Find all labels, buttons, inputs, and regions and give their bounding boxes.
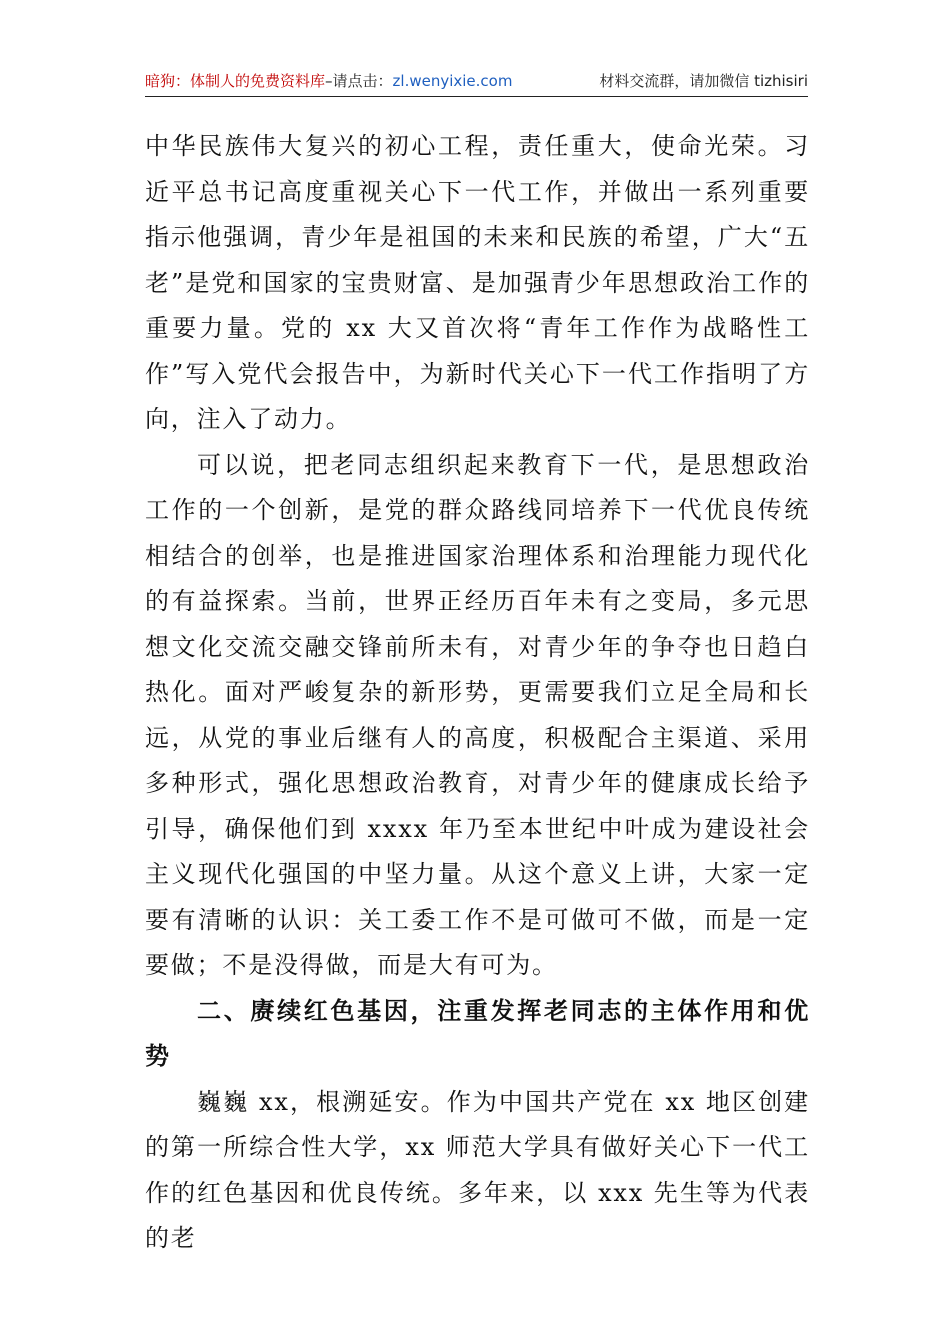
document-body (145, 124, 810, 1262)
paragraph-2: 可以说，把老同志组织起来教育下一代，是思想政治工作的一个创新，是党的群众路线同培养下一代优良传统相结合的创举，也是推进国家治理体系和治理能力现代化的有益探索。当前，世界正经历百年未有之变局，多元思想文化交流交融交锋前所未有，对青少年的争夺也日趋白热化。面对严峻复杂的新形势，更需要我们立足全局和长远，从党的事业后继有人的高度，积极配合主渠道、采用多种形式，强化思想政治教育，对青少年的健康成长给予引导，确保他们到 xxxx 年乃至本世纪中叶成为建设社会主义现代化强国的中坚力量。从这个意义上讲，大家一定要有清晰的认识：关工委工作不是可做可不做，而是一定要做；不是没得做，而是大有可为。 (145, 450, 810, 979)
header-url-link[interactable]: zl.wenyixie.com (392, 72, 513, 90)
header-contact: 材料交流群，请加微信 tizhisiri (599, 72, 808, 90)
paragraph-3: 巍巍 xx，根溯延安。作为中国共产党在 xx 地区创建的第一所综合性大学，xx 师范大学具有做好关心下一代工作的红色基因和优良传统。多年来，以 xxx 先生等为代表的老 (145, 1087, 810, 1252)
header-prompt: –请点击： (325, 72, 393, 90)
page-header (145, 70, 808, 97)
section-heading-2: 二、赓续红色基因，注重发挥老同志的主体作用和优势 (145, 996, 810, 1070)
paragraph-1: 中华民族伟大复兴的初心工程，责任重大，使命光荣。习近平总书记高度重视关心下一代工作，并做出一系列重要指示他强调，青少年是祖国的未来和民族的希望，广大“五老”是党和国家的宝贵财富、是加强青少年思想政治工作的重要力量。党的 xx 大又首次将“青年工作作为战略性工作”写入党代会报告中，为新时代关心下一代工作指明了方向，注入了动力。 (145, 132, 810, 433)
header-site-name: 暗狗：体制人的免费资料库 (145, 72, 326, 90)
